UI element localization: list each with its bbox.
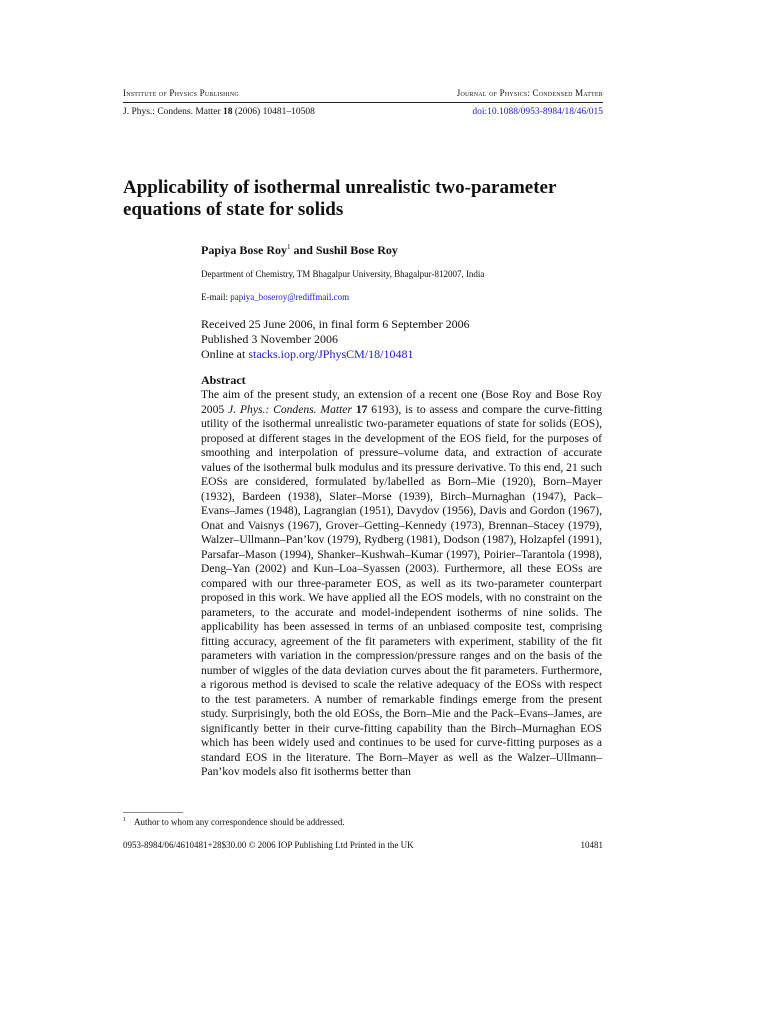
citation-prefix: J. Phys.: Condens. Matter: [123, 107, 221, 117]
abstract-text-2: 6193), is to assess and compare the curve-fitting utility of the isothermal unrealistic two-parameter equations of state for solids (EOS), proposed at different stages in the development of the EOS field, for the purposes of smoothing and interpolation of pressure–volume data, and extraction of accurate values of the isothermal bulk modulus and its pressure derivative. To this end, 21 such EOSs are considered, formulated by/labelled as Born–Mie (1920), Born–Mayer (1932), Bardeen (1938), Slater–Morse (1939), Birch–Murnaghan (1947), Pack–Evans–James (1948), Lagrangian (1951), Davydov (1956), Davis and Gordon (1967), Onat and Vaisnys (1967), Grover–Getting–Kennedy (1973), Brennan–Stacey (1979), Walzer–Ullmann–Pan’kov (1979), Rydberg (1981), Dodson (1987), Holzapfel (1991), Parsafar–Mason (1994), Shanker–Kushwah–Kumar (1997), Poirier–Tarantola (1998), Deng–Yan (2002) and Kun–Loa–Syassen (2003). Furthermore, all these EOSs are compared with our three-parameter EOS, as well as its two-parameter counterpart proposed in this work. We have applied all the EOS models, with no constraint on the parameters, to the accurate and model-independent isotherms of nine solids. The applicability has been assessed in terms of an unbiased composite test, comprising fitting accuracy, agreement of the fit parameters with experiment, stability of the fit parameters with variation in the compression/pressure ranges and on the basis of the number of wiggles of the data deviation curves about the fit parameters. Furthermore, a rigorous method is devised to scale the relative adequacy of the EOSs with respect to the test parameters. A number of remarkable findings emerge from the present study. Surprisingly, both the old EOSs, the Born–Mie and the Pack–Evans–James, are significantly better in their curve-fitting capability than the Birch–Murnaghan EOS which has been widely used and continues to be used for curve-fitting purposes as a standard EOS in the literature. The Born–Mayer as well as the Walzer–Ullmann–Pan’kov models also fit isotherms better than: [201, 402, 603, 778]
author-1-footnote-mark: 1: [287, 243, 291, 251]
email-line: [201, 292, 349, 302]
issn-line: 0953-8984/06/4610481+28$30.00 © 2006 IOP Publishing Ltd Printed in the UK: [123, 840, 414, 850]
received-date: Received 25 June 2006, in final form 6 September 2006: [201, 317, 470, 331]
email-link[interactable]: papiya_boseroy@rediffmail.com: [230, 292, 350, 302]
author-1: Papiya Bose Roy: [201, 243, 288, 257]
abstract-heading: Abstract: [201, 373, 246, 387]
doi-link[interactable]: doi:10.1088/0953-8984/18/46/015: [472, 107, 603, 117]
email-label: E-mail:: [201, 292, 231, 302]
header-rule: [123, 102, 603, 103]
author-list: [201, 243, 398, 258]
footnote-mark: 1: [123, 817, 126, 823]
affiliation: Department of Chemistry, TM Bhagalpur University, Bhagalpur-812007, India: [201, 269, 485, 279]
online-prefix: Online at: [201, 347, 249, 361]
author-2: and Sushil Bose Roy: [290, 243, 398, 257]
published-date: Published 3 November 2006: [201, 332, 338, 346]
online-link[interactable]: stacks.iop.org/JPhysCM/18/10481: [248, 347, 414, 361]
abstract-text-1: The aim of the present study, an extension of a recent one (Bose Roy and Bose Roy 2005: [201, 388, 602, 416]
online-line: [201, 347, 470, 362]
publication-dates: [201, 317, 470, 362]
paper-title: Applicability of isothermal unrealistic two-parameter equations of state for solids: [123, 177, 557, 220]
publisher-name: Institute of Physics Publishing: [123, 88, 239, 98]
footnote-rule: [123, 812, 183, 813]
citation-suffix: (2006) 10481–10508: [234, 107, 315, 117]
citation: [123, 107, 315, 117]
journal-name: Journal of Physics: Condensed Matter: [456, 88, 603, 98]
footnote-text: Author to whom any correspondence should be addressed.: [134, 817, 345, 827]
abstract-volume-ref: 17: [351, 402, 368, 416]
abstract-journal-ref: J. Phys.: Condens. Matter: [228, 402, 352, 416]
abstract-body: [201, 388, 602, 780]
footnote: [123, 817, 344, 827]
page-number: 10481: [580, 840, 603, 850]
citation-volume: 18: [223, 107, 233, 117]
